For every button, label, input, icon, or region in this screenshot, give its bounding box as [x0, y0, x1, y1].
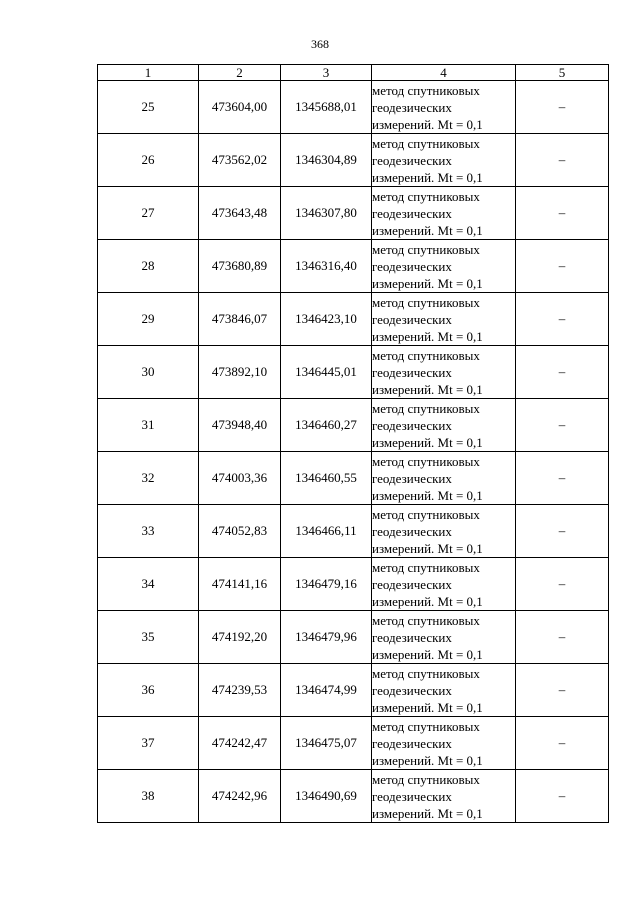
method-line: измерений. Mt = 0,1	[372, 646, 483, 662]
note-cell: –	[516, 81, 609, 134]
point-number-cell: 31	[98, 399, 199, 452]
y-coordinate-cell: 1346445,01	[281, 346, 372, 399]
method-cell	[372, 664, 516, 717]
x-coordinate-cell: 473604,00	[199, 81, 281, 134]
method-line: измерений. Mt = 0,1	[372, 116, 483, 132]
method-line: геодезических	[372, 311, 452, 327]
method-line: метод спутниковых	[372, 665, 480, 681]
method-line: измерений. Mt = 0,1	[372, 169, 483, 185]
method-cell	[372, 505, 516, 558]
note-cell: –	[516, 187, 609, 240]
y-coordinate-cell: 1346460,55	[281, 452, 372, 505]
note-cell: –	[516, 134, 609, 187]
table-row	[98, 81, 609, 134]
method-cell	[372, 558, 516, 611]
note-cell: –	[516, 717, 609, 770]
method-line: измерений. Mt = 0,1	[372, 487, 483, 503]
method-cell	[372, 717, 516, 770]
table-row	[98, 717, 609, 770]
x-coordinate-cell: 474242,47	[199, 717, 281, 770]
y-coordinate-cell: 1346474,99	[281, 664, 372, 717]
coordinates-table	[97, 64, 609, 823]
x-coordinate-cell: 474052,83	[199, 505, 281, 558]
method-cell	[372, 187, 516, 240]
method-line: геодезических	[372, 152, 452, 168]
y-coordinate-cell: 1346479,16	[281, 558, 372, 611]
method-line: метод спутниковых	[372, 400, 480, 416]
method-line: геодезических	[372, 99, 452, 115]
y-coordinate-cell: 1346466,11	[281, 505, 372, 558]
y-coordinate-cell: 1346423,10	[281, 293, 372, 346]
method-line: геодезических	[372, 364, 452, 380]
method-line: измерений. Mt = 0,1	[372, 540, 483, 556]
method-line: измерений. Mt = 0,1	[372, 381, 483, 397]
y-coordinate-cell: 1346475,07	[281, 717, 372, 770]
point-number-cell: 29	[98, 293, 199, 346]
method-line: измерений. Mt = 0,1	[372, 275, 483, 291]
x-coordinate-cell: 473892,10	[199, 346, 281, 399]
method-line: геодезических	[372, 523, 452, 539]
note-cell: –	[516, 505, 609, 558]
table-row	[98, 187, 609, 240]
table-row	[98, 664, 609, 717]
method-line: метод спутниковых	[372, 506, 480, 522]
column-header-3: 3	[281, 65, 372, 81]
x-coordinate-cell: 474141,16	[199, 558, 281, 611]
method-cell	[372, 611, 516, 664]
x-coordinate-cell: 474239,53	[199, 664, 281, 717]
note-cell: –	[516, 664, 609, 717]
x-coordinate-cell: 473846,07	[199, 293, 281, 346]
note-cell: –	[516, 452, 609, 505]
table-header-row	[98, 65, 609, 81]
method-line: геодезических	[372, 735, 452, 751]
method-line: измерений. Mt = 0,1	[372, 222, 483, 238]
table-row	[98, 611, 609, 664]
point-number-cell: 35	[98, 611, 199, 664]
point-number-cell: 36	[98, 664, 199, 717]
x-coordinate-cell: 474192,20	[199, 611, 281, 664]
method-line: измерений. Mt = 0,1	[372, 434, 483, 450]
table-row	[98, 293, 609, 346]
method-line: метод спутниковых	[372, 347, 480, 363]
method-line: геодезических	[372, 470, 452, 486]
method-line: геодезических	[372, 629, 452, 645]
method-line: геодезических	[372, 417, 452, 433]
y-coordinate-cell: 1346479,96	[281, 611, 372, 664]
method-line: метод спутниковых	[372, 188, 480, 204]
column-header-5: 5	[516, 65, 609, 81]
note-cell: –	[516, 240, 609, 293]
column-header-2: 2	[199, 65, 281, 81]
method-line: измерений. Mt = 0,1	[372, 699, 483, 715]
point-number-cell: 26	[98, 134, 199, 187]
method-cell	[372, 399, 516, 452]
method-line: метод спутниковых	[372, 559, 480, 575]
x-coordinate-cell: 473643,48	[199, 187, 281, 240]
method-line: измерений. Mt = 0,1	[372, 593, 483, 609]
method-line: геодезических	[372, 576, 452, 592]
note-cell: –	[516, 399, 609, 452]
method-line: геодезических	[372, 682, 452, 698]
x-coordinate-cell: 473680,89	[199, 240, 281, 293]
method-line: метод спутниковых	[372, 771, 480, 787]
x-coordinate-cell: 474003,36	[199, 452, 281, 505]
table-row	[98, 399, 609, 452]
method-line: метод спутниковых	[372, 135, 480, 151]
method-line: геодезических	[372, 258, 452, 274]
note-cell: –	[516, 558, 609, 611]
column-header-1: 1	[98, 65, 199, 81]
method-line: метод спутниковых	[372, 453, 480, 469]
point-number-cell: 32	[98, 452, 199, 505]
point-number-cell: 30	[98, 346, 199, 399]
note-cell: –	[516, 770, 609, 823]
column-header-4: 4	[372, 65, 516, 81]
method-line: измерений. Mt = 0,1	[372, 752, 483, 768]
point-number-cell: 38	[98, 770, 199, 823]
y-coordinate-cell: 1346316,40	[281, 240, 372, 293]
table-row	[98, 452, 609, 505]
table-row	[98, 134, 609, 187]
x-coordinate-cell: 474242,96	[199, 770, 281, 823]
y-coordinate-cell: 1346490,69	[281, 770, 372, 823]
method-line: метод спутниковых	[372, 612, 480, 628]
table-body	[98, 81, 609, 823]
note-cell: –	[516, 611, 609, 664]
method-cell	[372, 770, 516, 823]
method-line: метод спутниковых	[372, 82, 480, 98]
method-line: метод спутниковых	[372, 241, 480, 257]
point-number-cell: 27	[98, 187, 199, 240]
note-cell: –	[516, 346, 609, 399]
method-line: геодезических	[372, 205, 452, 221]
method-cell	[372, 81, 516, 134]
point-number-cell: 37	[98, 717, 199, 770]
y-coordinate-cell: 1346304,89	[281, 134, 372, 187]
point-number-cell: 28	[98, 240, 199, 293]
table-row	[98, 346, 609, 399]
page-number: 368	[311, 37, 329, 51]
method-line: измерений. Mt = 0,1	[372, 328, 483, 344]
y-coordinate-cell: 1345688,01	[281, 81, 372, 134]
table-row	[98, 505, 609, 558]
x-coordinate-cell: 473948,40	[199, 399, 281, 452]
table-row	[98, 240, 609, 293]
method-cell	[372, 293, 516, 346]
method-line: геодезических	[372, 788, 452, 804]
method-line: метод спутниковых	[372, 718, 480, 734]
y-coordinate-cell: 1346460,27	[281, 399, 372, 452]
method-cell	[372, 452, 516, 505]
table-row	[98, 558, 609, 611]
method-cell	[372, 346, 516, 399]
point-number-cell: 25	[98, 81, 199, 134]
method-cell	[372, 240, 516, 293]
method-cell	[372, 134, 516, 187]
note-cell: –	[516, 293, 609, 346]
method-line: измерений. Mt = 0,1	[372, 805, 483, 821]
method-line: метод спутниковых	[372, 294, 480, 310]
x-coordinate-cell: 473562,02	[199, 134, 281, 187]
point-number-cell: 33	[98, 505, 199, 558]
y-coordinate-cell: 1346307,80	[281, 187, 372, 240]
point-number-cell: 34	[98, 558, 199, 611]
table-row	[98, 770, 609, 823]
